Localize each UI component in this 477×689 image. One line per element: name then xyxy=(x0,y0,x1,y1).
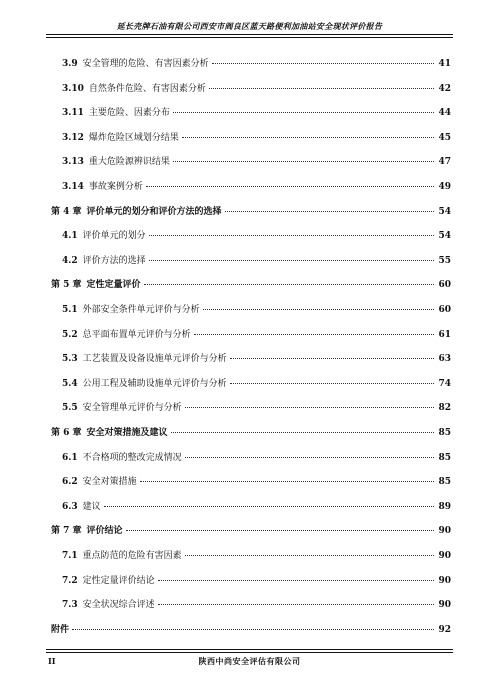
toc-entry-title: 安全管理的危险、有害因素分析 xyxy=(82,59,209,69)
toc-entry-title: 不合格项的整改完成情况 xyxy=(82,452,182,463)
toc-entry-number: 6.1 xyxy=(62,452,78,463)
toc-entry-page-number: 54 xyxy=(438,206,451,217)
toc-section-entry[interactable] xyxy=(62,58,451,70)
toc-dot-leader xyxy=(140,481,434,482)
toc-entry-page-number: 74 xyxy=(438,378,451,389)
toc-entry-page-number: 85 xyxy=(438,428,451,438)
toc-entry-number: 5.4 xyxy=(62,378,78,389)
toc-section-entry[interactable] xyxy=(62,402,451,414)
toc-section-entry[interactable] xyxy=(62,329,451,341)
toc-dot-leader xyxy=(173,161,434,162)
toc-section-entry[interactable] xyxy=(62,230,451,242)
toc-entry-number: 3.13 xyxy=(62,157,84,168)
toc-entry-number: 4.2 xyxy=(62,255,78,266)
toc-entry-title: 评价单元的划分和评价方法的选择 xyxy=(86,206,222,217)
toc-entry-title: 安全状况综合评述 xyxy=(82,600,155,611)
toc-entry-page-number: 82 xyxy=(438,403,451,414)
toc-entry-title: 重点防范的危险有害因素 xyxy=(82,551,182,561)
toc-dot-leader xyxy=(126,530,434,531)
toc-dot-leader xyxy=(72,629,434,630)
toc-dot-leader xyxy=(185,407,434,408)
toc-dot-leader xyxy=(104,506,434,507)
toc-dot-leader xyxy=(230,383,434,384)
toc-dot-leader xyxy=(209,88,434,89)
header-rule-thin xyxy=(46,37,453,38)
toc-entry-title: 总平面布置单元评价与分析 xyxy=(82,329,191,340)
toc-entry-number: 4.1 xyxy=(62,231,78,242)
footer-company-name: 陕西中尚安全评估有限公司 xyxy=(198,656,301,666)
toc-dot-leader xyxy=(173,112,434,113)
toc-section-entry[interactable] xyxy=(62,107,451,119)
toc-dot-leader xyxy=(182,137,434,138)
toc-section-entry[interactable] xyxy=(62,353,451,365)
header-rule xyxy=(46,34,453,35)
toc-entry-page-number: 55 xyxy=(438,255,451,266)
toc-entry-page-number: 90 xyxy=(438,551,451,561)
toc-entry-title: 事故案例分析 xyxy=(88,182,143,192)
toc-entry-title: 自然条件危险、有害因素分析 xyxy=(88,83,206,94)
toc-entry-page-number: 42 xyxy=(438,83,451,94)
toc-entry-page-number: 85 xyxy=(438,477,451,488)
toc-entry-page-number: 45 xyxy=(438,132,451,143)
toc-entry-number: 第 4 章 xyxy=(51,206,82,217)
toc-entry-page-number: 44 xyxy=(438,108,451,119)
toc-entry-title: 安全管理单元评价与分析 xyxy=(82,403,182,414)
toc-entry-number: 3.12 xyxy=(62,132,84,143)
toc-entry-number: 7.3 xyxy=(62,600,78,611)
toc-entry-title: 评价方法的选择 xyxy=(82,255,146,266)
toc-section-entry[interactable] xyxy=(62,132,451,144)
toc-chapter-entry[interactable] xyxy=(51,206,451,218)
toc-entry-title: 重大危险源辨识结果 xyxy=(88,157,170,168)
toc-dot-leader xyxy=(185,457,434,458)
toc-entry-number: 6.3 xyxy=(62,501,78,512)
toc-section-entry[interactable] xyxy=(62,452,451,464)
toc-entry-title: 安全对策措施 xyxy=(82,477,137,488)
toc-dot-leader xyxy=(194,334,434,335)
toc-dot-leader xyxy=(146,186,434,187)
toc-entry-number: 3.9 xyxy=(62,59,78,69)
toc-entry-title: 主要危险、因素分布 xyxy=(88,108,170,119)
toc-entry-number: 7.1 xyxy=(62,551,78,561)
toc-dot-leader xyxy=(185,555,434,556)
toc-entry-page-number: 90 xyxy=(438,575,451,586)
toc-section-entry[interactable] xyxy=(62,255,451,267)
toc-dot-leader xyxy=(149,260,434,261)
toc-entry-title: 评价结论 xyxy=(86,526,123,537)
toc-entry-number: 5.5 xyxy=(62,403,78,414)
toc-entry-page-number: 54 xyxy=(438,231,451,242)
toc-entry-number: 3.11 xyxy=(62,108,84,119)
toc-entry-number: 3.10 xyxy=(62,83,84,94)
toc-entry-page-number: 85 xyxy=(438,452,451,463)
running-header: 延长壳牌石油有限公司西安市阎良区蓝天路便利加油站安全现状评价报告 xyxy=(116,21,383,31)
toc-dot-leader xyxy=(144,284,434,285)
toc-dot-leader xyxy=(149,235,434,236)
toc-entry-page-number: 90 xyxy=(438,600,451,611)
toc-section-entry[interactable] xyxy=(62,156,451,168)
toc-entry-number: 5.3 xyxy=(62,354,78,365)
toc-entry-title: 公用工程及辅助设施单元评价与分析 xyxy=(82,378,227,389)
toc-entry-number: 第 7 章 xyxy=(51,526,82,537)
toc-entry-number: 3.14 xyxy=(62,182,84,192)
footer-rule xyxy=(46,652,453,653)
toc-entry-page-number: 92 xyxy=(438,624,451,635)
toc-entry-title: 安全对策措施及建议 xyxy=(86,428,168,438)
toc-section-entry[interactable] xyxy=(62,181,451,193)
toc-entry-title: 附件 xyxy=(51,624,70,635)
toc-dot-leader xyxy=(230,358,434,359)
toc-entry-title: 建议 xyxy=(82,501,101,512)
toc-entry-title: 评价单元的划分 xyxy=(82,231,146,242)
toc-entry-page-number: 63 xyxy=(438,354,451,365)
toc-dot-leader xyxy=(225,211,434,212)
toc-entry-number: 5.2 xyxy=(62,329,78,340)
toc-entry-number: 6.2 xyxy=(62,477,78,488)
toc-entry-page-number: 89 xyxy=(438,501,451,512)
toc-dot-leader xyxy=(171,432,434,433)
toc-section-entry[interactable] xyxy=(62,575,451,587)
toc-entry-title: 定性定量评价 xyxy=(86,280,141,291)
toc-entry-page-number: 60 xyxy=(438,305,451,315)
toc-entry-page-number: 60 xyxy=(438,280,451,291)
toc-section-entry[interactable] xyxy=(62,83,451,95)
page-number: II xyxy=(48,656,56,666)
toc-entry-title: 工艺装置及设备设施单元评价与分析 xyxy=(82,354,227,365)
toc-chapter-entry[interactable] xyxy=(51,624,451,636)
toc-chapter-entry[interactable] xyxy=(51,279,451,291)
toc-entry-title: 定性定量评价结论 xyxy=(82,575,155,586)
toc-entry-page-number: 49 xyxy=(438,182,451,192)
toc-section-entry[interactable] xyxy=(62,501,451,513)
toc-chapter-entry[interactable] xyxy=(51,525,451,537)
footer-rule-thin xyxy=(46,649,453,650)
toc-dot-leader xyxy=(158,604,434,605)
toc-entry-number: 5.1 xyxy=(62,305,78,315)
toc-entry-title: 爆炸危险区域划分结果 xyxy=(88,132,179,143)
toc-entry-number: 第 6 章 xyxy=(51,428,82,438)
toc-entry-title: 外部安全条件单元评价与分析 xyxy=(82,305,200,315)
toc-section-entry[interactable] xyxy=(62,476,451,488)
toc-entry-page-number: 90 xyxy=(438,526,451,537)
toc-section-entry[interactable] xyxy=(62,550,451,562)
toc-dot-leader xyxy=(203,309,434,310)
toc-entry-page-number: 61 xyxy=(438,329,451,340)
toc-dot-leader xyxy=(212,63,434,64)
toc-section-entry[interactable] xyxy=(62,304,451,316)
toc-section-entry[interactable] xyxy=(62,378,451,390)
toc-entry-page-number: 47 xyxy=(438,157,451,168)
toc-dot-leader xyxy=(158,580,434,581)
toc-section-entry[interactable] xyxy=(62,599,451,611)
toc-entry-number: 7.2 xyxy=(62,575,78,586)
toc-chapter-entry[interactable] xyxy=(51,427,451,439)
toc-entry-number: 第 5 章 xyxy=(51,280,82,291)
toc-entry-page-number: 41 xyxy=(438,59,451,69)
